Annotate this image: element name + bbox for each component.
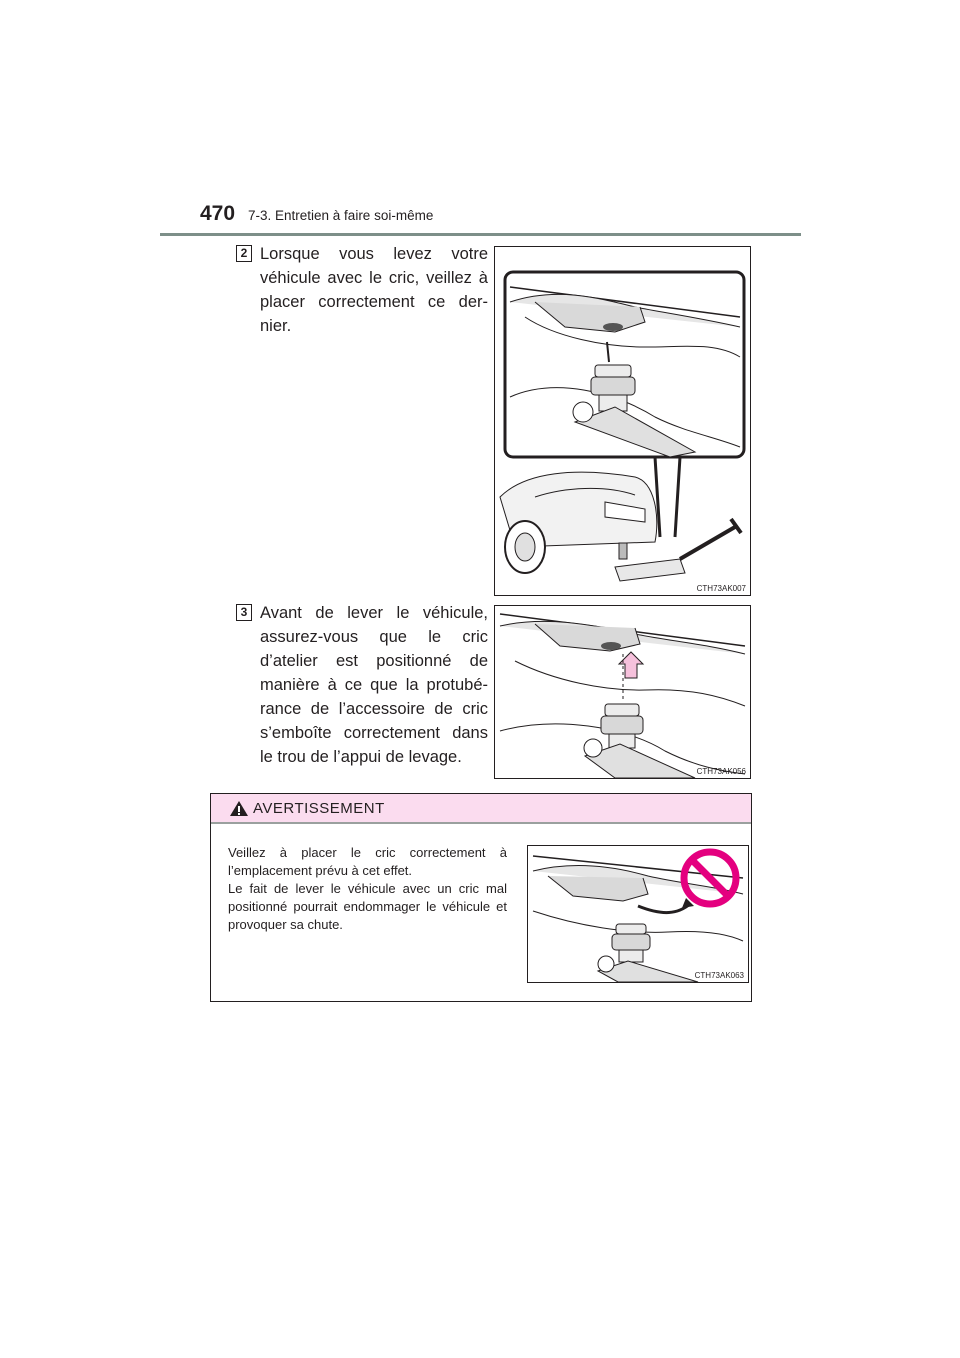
- step-2-badge: 2: [236, 245, 252, 262]
- section-title: 7-3. Entretien à faire soi-même: [248, 208, 434, 223]
- step-3-text: Avant de lever le véhicule, assurez-vous que le cric d’atelier est positionné de manière à ce que la protubé-rance de l’accessoire de cric s’emboîte correctement dans le trou de l’appui de levage.: [260, 604, 488, 766]
- header-rule: [160, 233, 801, 236]
- page-number: 470: [200, 202, 236, 225]
- figure-code: CTH73AK056: [696, 767, 746, 776]
- incorrect-placement-illustration: [528, 846, 748, 982]
- warning-paragraph-1: Veillez à placer le cric correctement à l’emplacement prévu à cet effet.: [228, 845, 507, 878]
- warning-box: [210, 793, 752, 1002]
- step-3-badge: 3: [236, 604, 252, 621]
- figure-jack-alignment: [494, 605, 751, 779]
- figure-jack-placement: [494, 246, 751, 596]
- warning-paragraph-2: Le fait de lever le véhicule avec un cric mal positionné pourrait endommager le véhicule et provoquer sa chute.: [228, 881, 507, 932]
- figure-code: CTH73AK007: [696, 584, 746, 593]
- warning-title: AVERTISSEMENT: [253, 800, 385, 817]
- figure-code: CTH73AK063: [694, 971, 744, 980]
- step-2-text: Lorsque vous levez votre véhicule avec le cric, veillez à placer correctement ce der-nier.: [260, 245, 488, 335]
- warning-header: [211, 794, 751, 824]
- warning-triangle-icon: [229, 800, 249, 817]
- warning-text: [228, 844, 507, 934]
- figure-incorrect-placement: [527, 845, 749, 983]
- jack-alignment-illustration: [495, 606, 750, 778]
- jack-placement-illustration: [495, 247, 750, 595]
- prohibited-icon: [684, 852, 736, 904]
